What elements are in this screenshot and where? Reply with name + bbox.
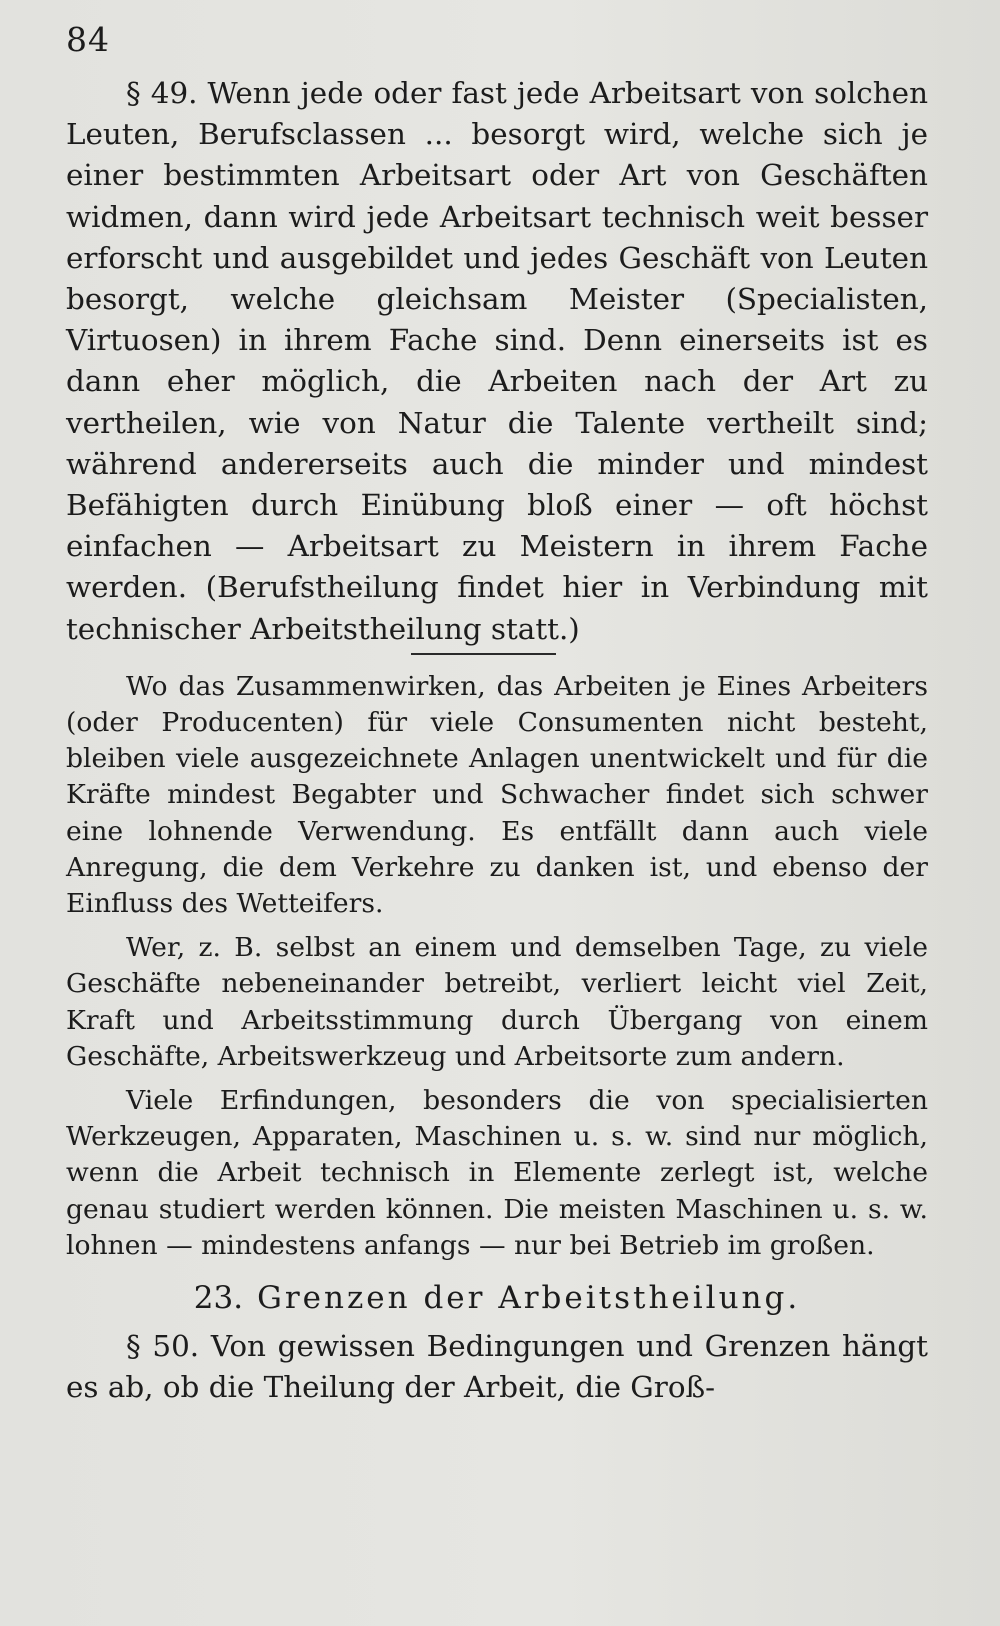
- note-paragraph: Wer, z. B. selbst an einem und demselben Tage, zu viele Geschäfte nebeneinander betreibt, verliert leicht viel Zeit, Kraft und Arbeitsstimmung durch Übergang von einem Geschäfte, Arbeitswerkzeug und Arbeitsorte zum andern.: [66, 932, 928, 1072]
- heading-title: Grenzen der Arbeitstheilung.: [257, 1280, 801, 1317]
- section-50-paragraph: § 50. Von gewissen Bedingungen und Grenzen hängt es ab, ob die Theilung der Arbeit, die Groß-: [66, 1329, 928, 1405]
- section-49: [66, 73, 928, 650]
- chapter-heading: [66, 1280, 928, 1316]
- note-paragraph: Wo das Zusammenwirken, das Arbeiten je Eines Arbeiters (oder Producenten) für viele Consumenten nicht besteht, bleiben viele ausgezeichnete Anlagen unentwickelt und für die Kräfte mindest Begabter und Schwacher findet sich schwer eine lohnende Verwendung. Es entfällt dann auch viele Anregung, die dem Verkehre zu danken ist, und ebenso der Einfluss des Wetteifers.: [66, 670, 928, 920]
- notes-block: [66, 669, 928, 1264]
- separator-rule: [411, 653, 556, 655]
- heading-number: 23.: [193, 1280, 244, 1317]
- section-50: [66, 1326, 928, 1408]
- section-49-paragraph: § 49. Wenn jede oder fast jede Arbeitsart von solchen Leuten, Berufsclassen ... besorgt wird, welche sich je einer bestimmten Arbeitsart oder Art von Geschäften widmen, dann wird jede Arbeitsart technisch weit besser erforscht und ausgebildet und jedes Geschäft von Leuten besorgt, welche gleichsam Meister (Specialisten, Virtuosen) in ihrem Fache sind. Denn einerseits ist es dann eher möglich, die Arbeiten nach der Art zu vertheilen, wie von Natur die Talente vertheilt sind; während andererseits auch die minder und mindest Befähigten durch Einübung bloß einer — oft höchst einfachen — Arbeitsart zu Meistern in ihrem Fache werden. (Berufstheilung findet hier in Verbindung mit technischer Arbeitstheilung statt.): [66, 76, 928, 646]
- page-number: 84: [66, 20, 110, 59]
- note-paragraph: Viele Erfindungen, besonders die von specialisierten Werkzeugen, Apparaten, Maschinen u. s. w. sind nur möglich, wenn die Arbeit technisch in Elemente zerlegt ist, welche genau studiert werden können. Die meisten Maschinen u. s. w. lohnen — mindestens anfangs — nur bei Betrieb im großen.: [66, 1085, 928, 1261]
